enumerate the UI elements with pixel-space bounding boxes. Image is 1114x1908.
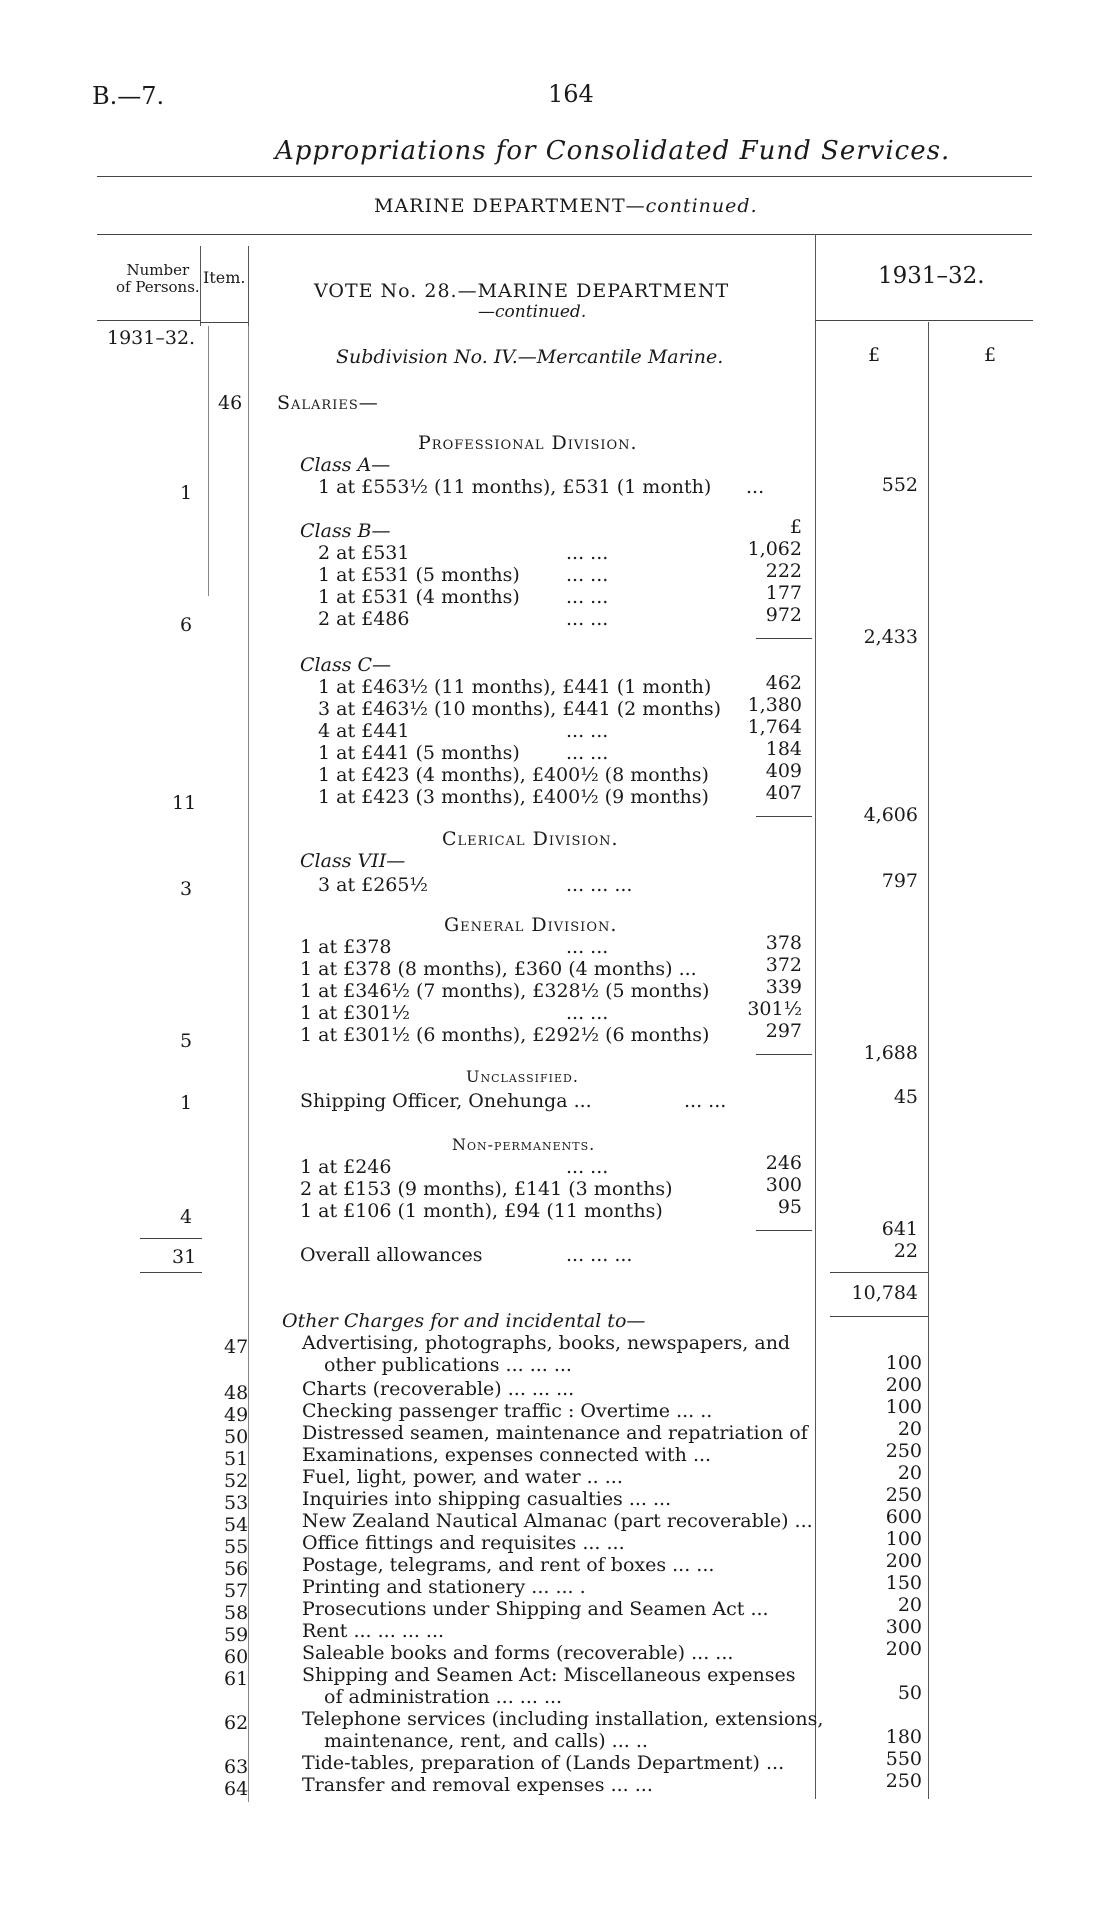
- salary-line: 3 at £463½ (10 months), £441 (2 months): [318, 698, 722, 720]
- line-amount: 184: [765, 738, 802, 760]
- column-divider: [208, 326, 209, 596]
- charge-line: Advertising, photographs, books, newspapers, and: [302, 1332, 791, 1354]
- line-amount: 246: [765, 1152, 802, 1174]
- item-number: 50: [224, 1426, 249, 1448]
- charge-line: Transfer and removal expenses ... ...: [302, 1774, 653, 1796]
- item-column-header: Item.: [203, 268, 246, 287]
- year-column-header: 1931–32.: [878, 263, 985, 289]
- line-amount: 407: [765, 782, 802, 804]
- leader-dots: ... ...: [566, 720, 609, 742]
- item-number: 63: [224, 1756, 249, 1778]
- salary-line: Overall allowances: [300, 1244, 483, 1266]
- page-title: Appropriations for Consolidated Fund Services.: [275, 136, 951, 166]
- charge-line: Prosecutions under Shipping and Seamen Act ...: [302, 1598, 769, 1620]
- department-heading: MARINE DEPARTMENT—continued.: [374, 195, 758, 217]
- class-total: 1,688: [863, 1042, 918, 1064]
- charge-line: other publications ... ... ...: [324, 1354, 572, 1376]
- line-amount: 177: [765, 582, 802, 604]
- column-divider: [200, 246, 201, 326]
- leader-dots: ... ...: [566, 542, 609, 564]
- class-total: 552: [881, 474, 918, 496]
- charge-amount: 100: [885, 1528, 922, 1550]
- leader-dots: ... ...: [566, 1156, 609, 1178]
- persons-total-rule: [140, 1238, 202, 1239]
- item-number: 49: [224, 1404, 249, 1426]
- salary-line: 1 at £441 (5 months): [318, 742, 520, 764]
- salary-line: 1 at £301½ (6 months), £292½ (6 months): [300, 1024, 710, 1046]
- pound-sign: £: [789, 516, 802, 538]
- item-number: 46: [218, 392, 243, 414]
- vote-continued: —continued.: [478, 302, 587, 322]
- salaries-heading: Salaries—: [277, 392, 379, 414]
- persons-count: 1: [180, 482, 193, 504]
- class-label: Class C—: [300, 654, 392, 676]
- salary-line: 1 at £423 (3 months), £400½ (9 months): [318, 786, 709, 808]
- leader-dots: ... ...: [566, 1002, 609, 1024]
- line-amount: 339: [765, 976, 802, 998]
- subtotal-rule: [756, 1054, 812, 1055]
- class-total: 45: [893, 1086, 918, 1108]
- line-amount: 95: [777, 1196, 802, 1218]
- item-number: 52: [224, 1470, 249, 1492]
- persons-count: 11: [172, 792, 197, 814]
- class-label: Class A—: [300, 454, 391, 476]
- salary-line: 2 at £486: [318, 608, 410, 630]
- line-amount: 1,062: [747, 538, 802, 560]
- class-label: Class B—: [300, 520, 391, 542]
- item-number: 61: [224, 1668, 249, 1690]
- charge-amount: 20: [897, 1418, 922, 1440]
- line-amount: 378: [765, 932, 802, 954]
- line-amount: 972: [765, 604, 802, 626]
- division-heading: Non-permanents.: [452, 1135, 596, 1154]
- header-rule: [97, 320, 201, 321]
- salaries-total: 10,784: [851, 1282, 918, 1304]
- class-total: 4,606: [863, 804, 918, 826]
- charge-line: Office fittings and requisites ... ...: [302, 1532, 625, 1554]
- item-number: 56: [224, 1558, 249, 1580]
- leader-dots: ...: [746, 476, 765, 498]
- leader-dots: ... ...: [566, 564, 609, 586]
- column-divider: [815, 234, 816, 1799]
- salary-line: Shipping Officer, Onehunga ...: [300, 1090, 592, 1112]
- item-number: 51: [224, 1448, 249, 1470]
- charge-line: Fuel, light, power, and water .. ...: [302, 1466, 623, 1488]
- item-number: 54: [224, 1514, 249, 1536]
- vote-title: VOTE No. 28.—MARINE DEPARTMENT: [314, 280, 730, 302]
- class-total: 797: [881, 870, 918, 892]
- persons-year: 1931–32.: [107, 327, 196, 349]
- class-total: 2,433: [863, 626, 918, 648]
- subdivision-heading: Subdivision No. IV.—Mercantile Marine.: [336, 346, 724, 368]
- charge-line: Saleable books and forms (recoverable) ... ...: [302, 1642, 734, 1664]
- item-number: 48: [224, 1382, 249, 1404]
- charge-line: Telephone services (including installation, extensions,: [302, 1708, 824, 1730]
- salary-line: 1 at £301½: [300, 1002, 410, 1024]
- salary-line: 1 at £423 (4 months), £400½ (8 months): [318, 764, 709, 786]
- line-amount: 301½: [747, 998, 802, 1020]
- line-amount: 372: [765, 954, 802, 976]
- charge-line: New Zealand Nautical Almanac (part recoverable) ...: [302, 1510, 813, 1532]
- subtotal-rule: [756, 638, 812, 639]
- other-charges-heading: Other Charges for and incidental to—: [282, 1310, 646, 1332]
- division-heading: General Division.: [444, 914, 618, 936]
- division-heading: Clerical Division.: [442, 828, 619, 850]
- charge-line: Inquiries into shipping casualties ... ...: [302, 1488, 672, 1510]
- title-rule: [97, 176, 1032, 177]
- class-total: 641: [881, 1218, 918, 1240]
- charge-amount: 100: [885, 1396, 922, 1418]
- charge-amount: 600: [885, 1506, 922, 1528]
- charge-amount: 200: [885, 1638, 922, 1660]
- line-amount: 1,380: [747, 694, 802, 716]
- grand-total-rule: [830, 1316, 928, 1317]
- column-divider: [928, 322, 929, 1799]
- leader-dots: ... ...: [684, 1090, 727, 1112]
- persons-total-rule: [140, 1272, 202, 1273]
- salary-line: 1 at £378: [300, 936, 392, 958]
- salary-line: 2 at £531: [318, 542, 410, 564]
- salary-line: 1 at £246: [300, 1156, 392, 1178]
- charge-amount: 20: [897, 1462, 922, 1484]
- leader-dots: ... ...: [566, 586, 609, 608]
- page-number: 164: [548, 80, 594, 108]
- charge-amount: 20: [897, 1594, 922, 1616]
- charge-line: Shipping and Seamen Act: Miscellaneous expenses: [302, 1664, 796, 1686]
- charge-line: of administration ... ... ...: [324, 1686, 563, 1708]
- charge-amount: 300: [885, 1616, 922, 1638]
- salary-line: 4 at £441: [318, 720, 410, 742]
- pound-sign: £: [868, 344, 881, 366]
- grand-total-rule: [830, 1272, 928, 1273]
- table-top-rule: [97, 234, 1032, 235]
- column-divider: [248, 246, 249, 326]
- salary-line: 1 at £106 (1 month), £94 (11 months): [300, 1200, 663, 1222]
- charge-line: Printing and stationery ... ... .: [302, 1576, 586, 1598]
- salary-line: 3 at £265½: [318, 874, 428, 896]
- class-total: 22: [893, 1240, 918, 1262]
- persons-column-header: Number of Persons.: [116, 261, 200, 296]
- leader-dots: ... ...: [566, 608, 609, 630]
- subtotal-rule: [756, 816, 812, 817]
- charge-amount: 50: [897, 1682, 922, 1704]
- salary-line: 1 at £531 (5 months): [318, 564, 520, 586]
- charge-amount: 180: [885, 1726, 922, 1748]
- charge-line: Rent ... ... ... ...: [302, 1620, 445, 1642]
- pound-sign: £: [984, 344, 997, 366]
- division-heading: Unclassified.: [466, 1067, 579, 1086]
- line-amount: 300: [765, 1174, 802, 1196]
- salary-line: 1 at £531 (4 months): [318, 586, 520, 608]
- leader-dots: ... ... ...: [566, 1244, 633, 1266]
- charge-amount: 150: [885, 1572, 922, 1594]
- item-number: 62: [224, 1712, 249, 1734]
- header-rule: [815, 320, 1033, 321]
- leader-dots: ... ... ...: [566, 874, 633, 896]
- class-label: Class VII—: [300, 850, 406, 872]
- document-reference: B.—7.: [92, 82, 165, 110]
- charge-amount: 100: [885, 1352, 922, 1374]
- salary-line: 1 at £463½ (11 months), £441 (1 month): [318, 676, 712, 698]
- salary-line: 1 at £346½ (7 months), £328½ (5 months): [300, 980, 710, 1002]
- charge-amount: 250: [885, 1440, 922, 1462]
- persons-count: 6: [180, 614, 193, 636]
- item-number: 64: [224, 1778, 249, 1800]
- charge-amount: 200: [885, 1374, 922, 1396]
- charge-line: Charts (recoverable) ... ... ...: [302, 1378, 575, 1400]
- line-amount: 409: [765, 760, 802, 782]
- division-heading: Professional Division.: [418, 432, 638, 454]
- item-number: 57: [224, 1580, 249, 1602]
- charge-amount: 550: [885, 1748, 922, 1770]
- charge-line: Postage, telegrams, and rent of boxes ... ...: [302, 1554, 715, 1576]
- item-number: 60: [224, 1646, 249, 1668]
- item-number: 47: [224, 1336, 249, 1358]
- line-amount: 1,764: [747, 716, 802, 738]
- subtotal-rule: [756, 1230, 812, 1231]
- line-amount: 297: [765, 1020, 802, 1042]
- line-amount: 462: [765, 672, 802, 694]
- leader-dots: ... ...: [566, 742, 609, 764]
- item-number: 59: [224, 1624, 249, 1646]
- charge-line: Tide-tables, preparation of (Lands Department) ...: [302, 1752, 785, 1774]
- persons-count: 3: [180, 878, 193, 900]
- persons-count: 4: [180, 1206, 193, 1228]
- persons-count: 1: [180, 1092, 193, 1114]
- item-number: 58: [224, 1602, 249, 1624]
- header-rule: [200, 322, 248, 323]
- charge-amount: 200: [885, 1550, 922, 1572]
- salary-line: 1 at £378 (8 months), £360 (4 months) ...: [300, 958, 697, 980]
- charge-line: Distressed seamen, maintenance and repatriation of: [302, 1422, 808, 1444]
- charge-amount: 250: [885, 1770, 922, 1792]
- salary-line: 1 at £553½ (11 months), £531 (1 month): [318, 476, 712, 498]
- persons-total: 31: [172, 1246, 197, 1268]
- charge-line: Checking passenger traffic : Overtime ... ..: [302, 1400, 713, 1422]
- salary-line: 2 at £153 (9 months), £141 (3 months): [300, 1178, 673, 1200]
- charge-line: Examinations, expenses connected with ...: [302, 1444, 712, 1466]
- persons-count: 5: [180, 1030, 193, 1052]
- charge-line: maintenance, rent, and calls) ... ..: [324, 1730, 648, 1752]
- item-number: 55: [224, 1536, 249, 1558]
- line-amount: 222: [765, 560, 802, 582]
- item-number: 53: [224, 1492, 249, 1514]
- charge-amount: 250: [885, 1484, 922, 1506]
- leader-dots: ... ...: [566, 936, 609, 958]
